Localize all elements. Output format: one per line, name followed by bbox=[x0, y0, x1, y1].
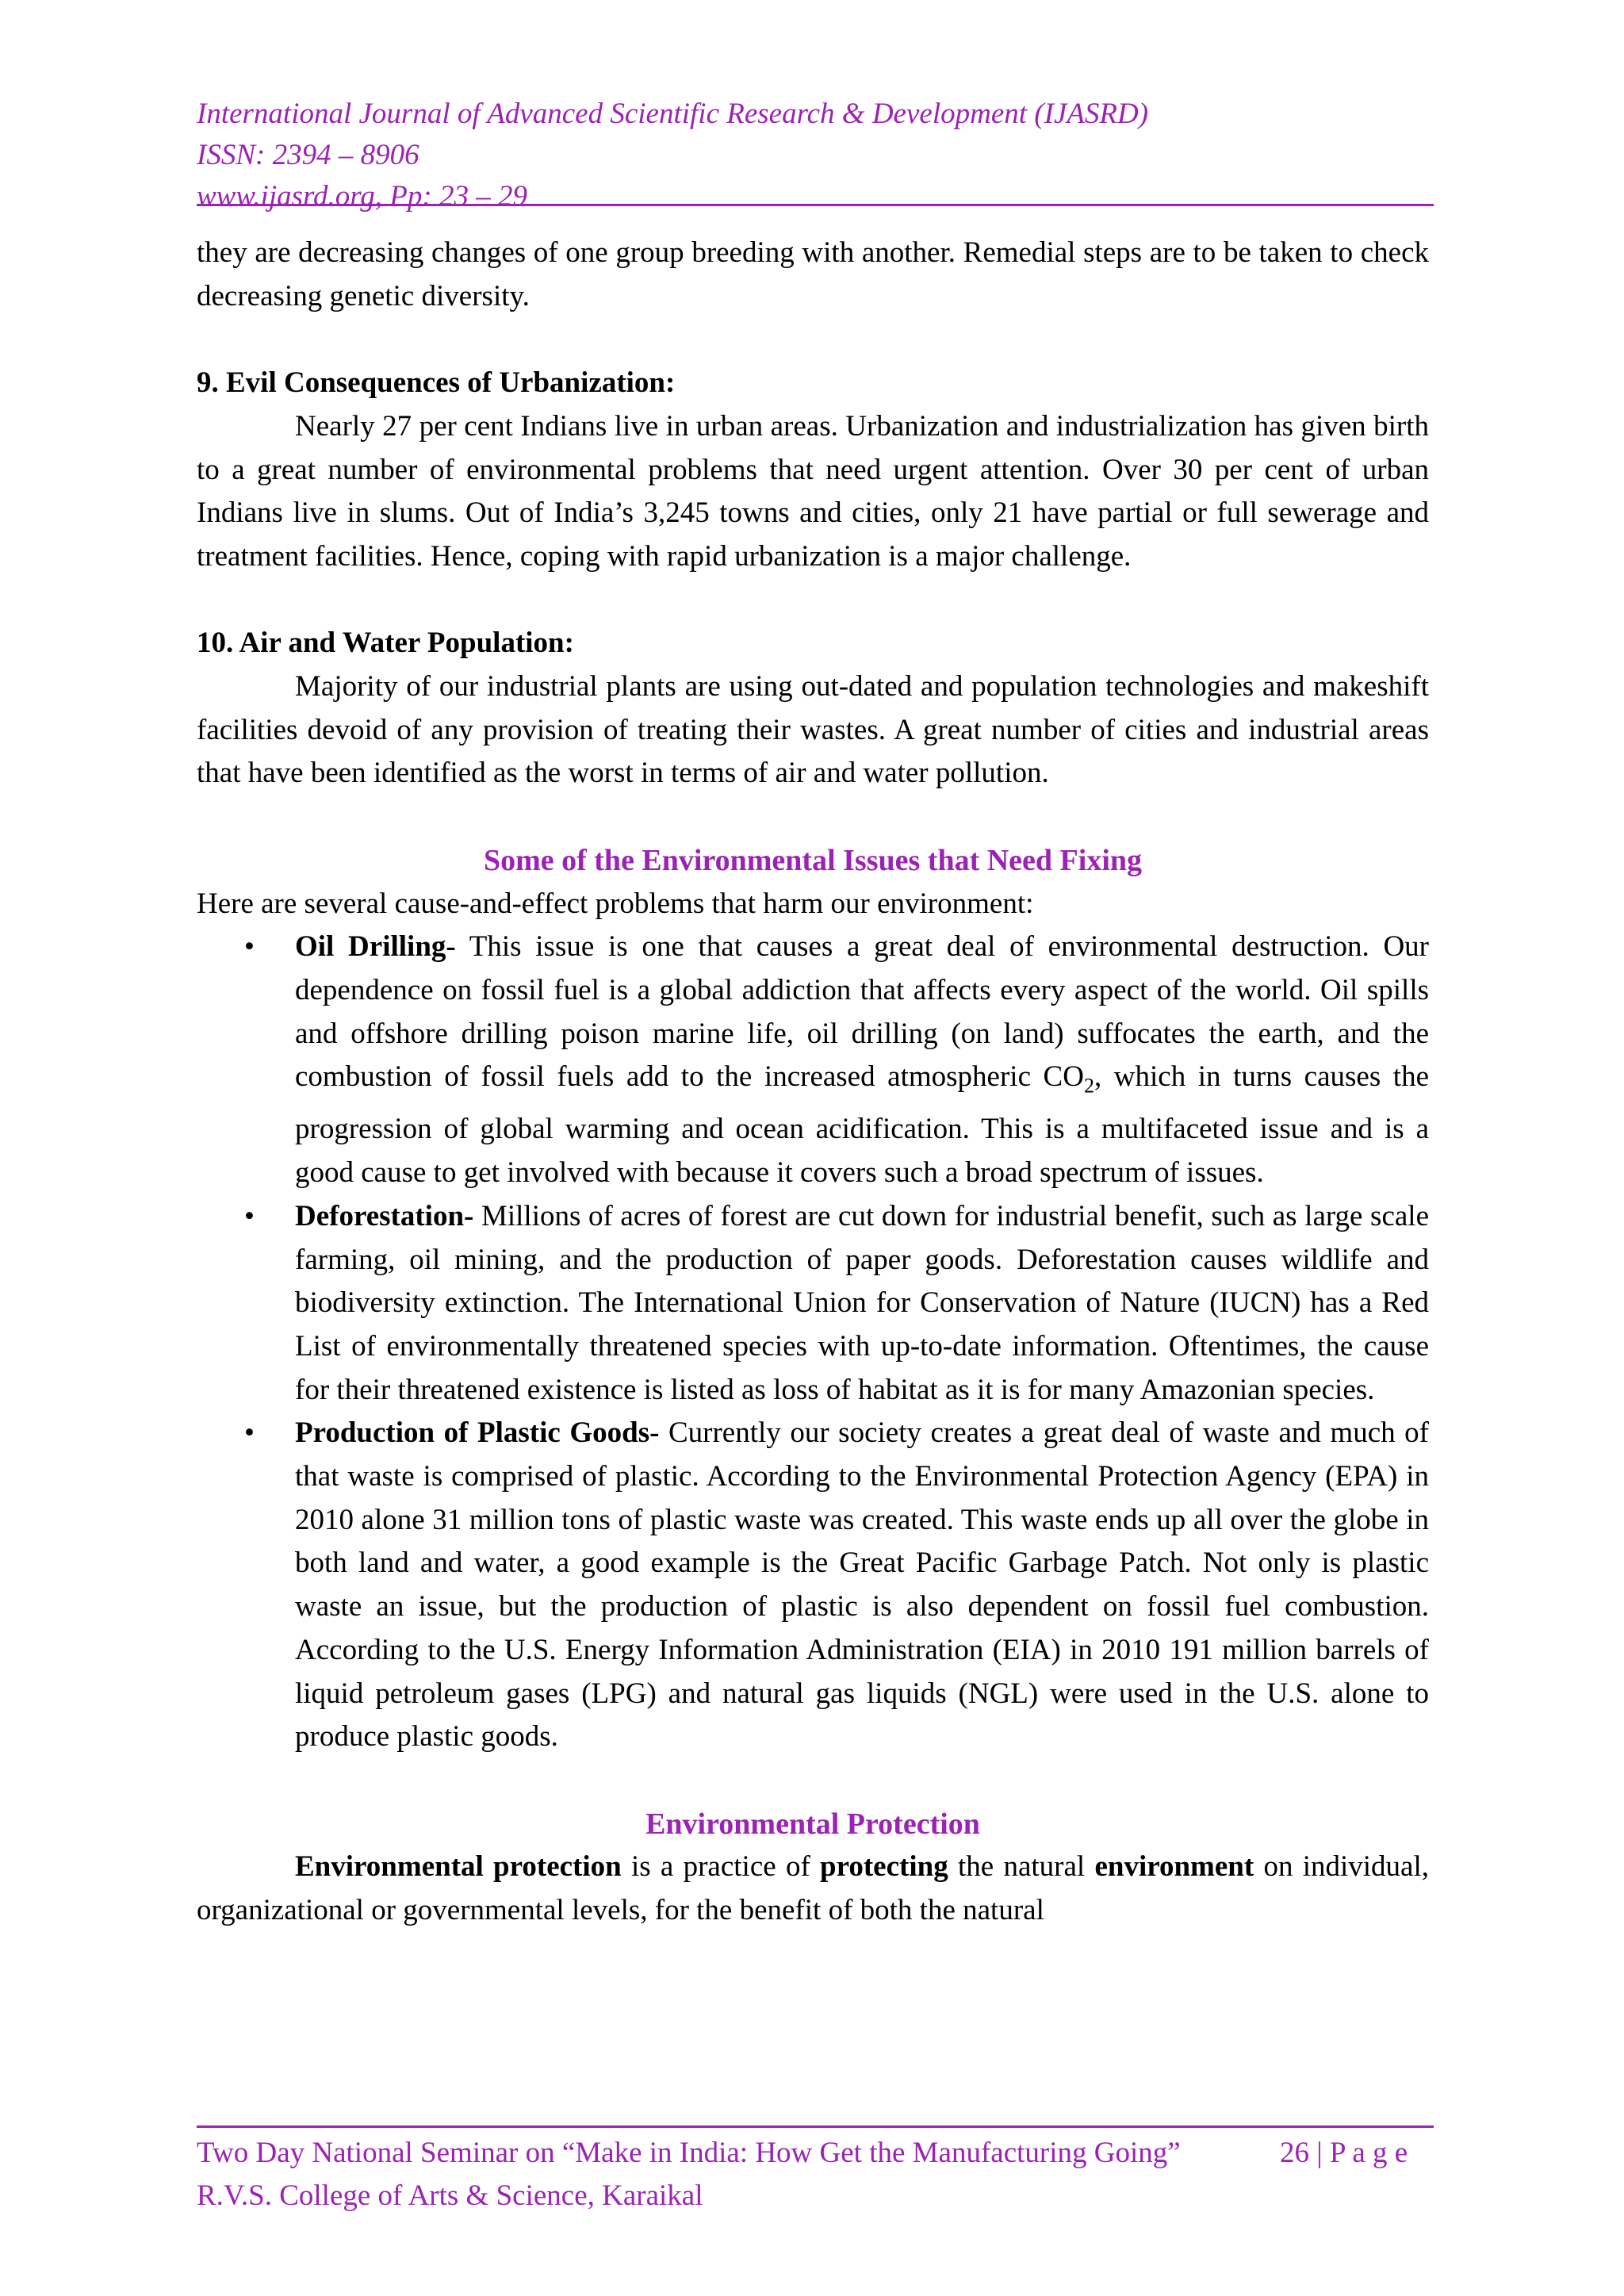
issue-term: Deforestation- bbox=[295, 1199, 474, 1232]
protection-bold-3: environment bbox=[1094, 1850, 1254, 1884]
seminar-title: Two Day National Seminar on “Make in India: How Get the Manufacturing Going” bbox=[197, 2137, 1181, 2169]
protection-text-2: the natural bbox=[948, 1850, 1095, 1884]
issue-term: Production of Plastic Goods- bbox=[295, 1416, 660, 1450]
section-10-heading: 10. Air and Water Population: bbox=[197, 627, 574, 660]
list-item-plastic-goods bbox=[197, 1412, 1429, 1759]
issues-list bbox=[197, 926, 1429, 1759]
journal-title: International Journal of Advanced Scientific Research & Development (IJASRD) bbox=[197, 98, 1149, 130]
issue-text-cont: , which in turns causes the progression of global warming and ocean acidification. This is a multifaceted issue and is a good cause to get involved with because it covers such a broad spectrum of issues. bbox=[295, 1060, 1429, 1190]
bullet-icon: • bbox=[244, 1199, 255, 1232]
article-body bbox=[197, 232, 1429, 1933]
bullet-icon: • bbox=[244, 1416, 255, 1450]
list-item-deforestation bbox=[197, 1195, 1429, 1412]
journal-issn: ISSN: 2394 – 8906 bbox=[197, 139, 419, 171]
issue-text: This issue is one that causes a great deal of environmental destruction. Our dependence on fossil fuel is a global addiction that affects every aspect of the world. Oil spills and offshore drilling poison marine life, oil drilling (on land) suffocates the earth, and the combustion of fossil fuels add to the increased atmospheric CO bbox=[295, 930, 1429, 1094]
protection-section-title: Environmental Protection bbox=[645, 1807, 980, 1841]
list-item-oil-drilling bbox=[197, 926, 1429, 1195]
issue-text: Millions of acres of forest are cut down for industrial benefit, such as large scale farming, oil mining, and the production of paper goods. Deforestation causes wildlife and biodiversity extinction. The International Union for Conservation of Nature (IUCN) has a Red List of environmentally threatened species with up-to-date information. Oftentimes, the cause for their threatened existence is listed as loss of habitat as it is for many Amazonian species. bbox=[295, 1199, 1429, 1406]
footer-divider bbox=[197, 2125, 1434, 2128]
protection-text-3: on individual, organizational or governmental levels, for the benefit of both the natural bbox=[197, 1850, 1430, 1927]
protection-bold-1: Environmental protection bbox=[295, 1850, 622, 1884]
protection-bold-2: protecting bbox=[820, 1850, 948, 1884]
journal-site-pages: www.ijasrd.org, Pp: 23 – 29 bbox=[197, 180, 527, 213]
journal-header bbox=[197, 94, 1434, 217]
college-name: R.V.S. College of Arts & Science, Karaikal bbox=[197, 2179, 703, 2212]
issues-intro: Here are several cause-and-effect problems that harm our environment: bbox=[197, 887, 1034, 920]
section-9-text: Nearly 27 per cent Indians live in urban areas. Urbanization and industrialization has given birth to a great number of environmental problems that need urgent attention. Over 30 per cent of urban Indians live in slums. Out of India’s 3,245 towns and cities, only 21 have partial or full sewerage and treatment facilities. Hence, coping with rapid urbanization is a major challenge. bbox=[197, 409, 1429, 573]
section-10-text: Majority of our industrial plants are using out-dated and population technologies and makeshift facilities devoid of any provision of treating their wastes. A great number of cities and industrial areas that have been identified as the worst in terms of air and water pollution. bbox=[197, 670, 1429, 790]
issues-section-title: Some of the Environmental Issues that Need Fixing bbox=[483, 843, 1143, 877]
issue-term: Oil Drilling- bbox=[295, 930, 456, 964]
issue-text: Currently our society creates a great deal of waste and much of that waste is comprised of plastic. According to the Environmental Protection Agency (EPA) in 2010 alone 31 million tons of plastic waste was created. This waste ends up all over the globe in both land and water, a good example is the Great Pacific Garbage Patch. Not only is plastic waste an issue, but the production of plastic is also dependent on fossil fuel combustion. According to the U.S. Energy Information Administration (EIA) in 2010 191 million barrels of liquid petroleum gases (LPG) and natural gas liquids (NGL) were used in the U.S. alone to produce plastic goods. bbox=[295, 1416, 1429, 1754]
protection-text bbox=[197, 1846, 1429, 1932]
intro-continuation: they are decreasing changes of one group breeding with another. Remedial steps are to be taken to check decreasing genetic diversity. bbox=[197, 236, 1429, 312]
bullet-icon: • bbox=[244, 930, 255, 964]
protection-text-1: is a practice of bbox=[621, 1850, 821, 1884]
section-9-heading: 9. Evil Consequences of Urbanization: bbox=[197, 366, 676, 400]
co2-subscript: 2 bbox=[1083, 1074, 1094, 1098]
page-footer bbox=[197, 2132, 1434, 2217]
page-number: 26 | P a g e bbox=[1280, 2137, 1408, 2169]
header-divider bbox=[197, 204, 1434, 206]
